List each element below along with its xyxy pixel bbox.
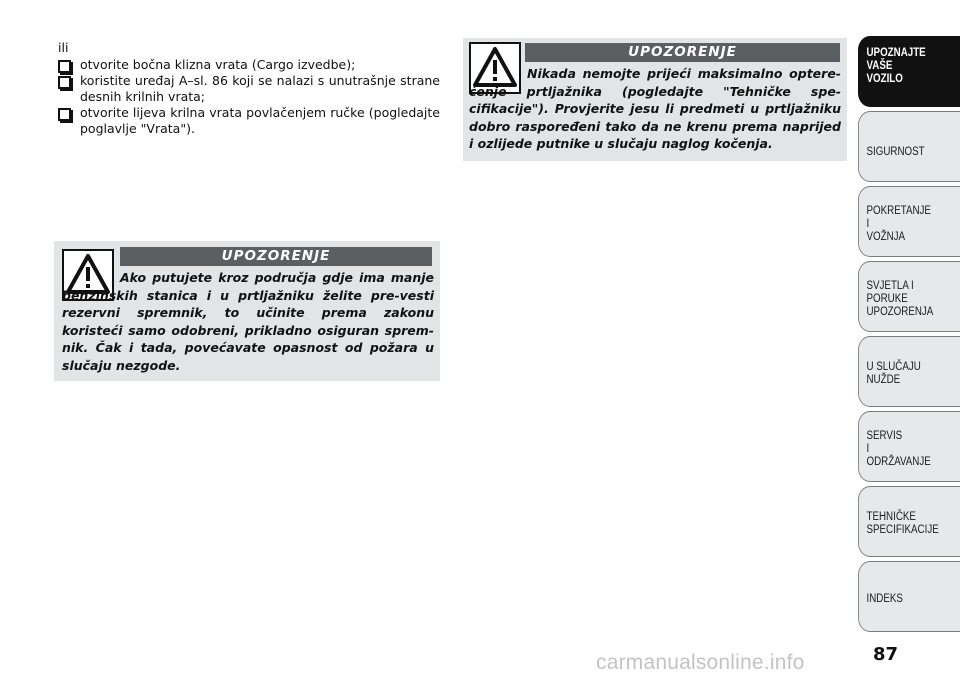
intro-lead: ili bbox=[58, 40, 69, 55]
chapter-tabs bbox=[858, 36, 960, 638]
tab-tehnicke-specifikacije[interactable]: TEHNIČKE SPECIFIKACIJE bbox=[858, 486, 960, 557]
tab-svjetla-i-poruke[interactable]: SVJETLA I PORUKE UPOZORENJA bbox=[858, 261, 960, 332]
warning-box-max-load bbox=[463, 38, 847, 161]
bullet-list bbox=[58, 57, 440, 137]
tab-servis-i-odrzavanje[interactable]: SERVIS I ODRŽAVANJE bbox=[858, 411, 960, 482]
tab-pokretanje-i-voznja[interactable]: POKRETANJE I VOŽNJA bbox=[858, 186, 960, 257]
list-item: otvorite lijeva krilna vrata povlačenjem ručke (pogledajte poglavlje "Vrata"). bbox=[58, 105, 440, 137]
warning-title: UPOZORENJE bbox=[525, 43, 840, 62]
checkbox-bullet-icon bbox=[58, 108, 71, 121]
tab-u-slucaju-nuzde[interactable]: U SLUČAJU NUŽDE bbox=[858, 336, 960, 407]
warning-box-fuel-can bbox=[54, 241, 440, 381]
warning-text: Ako putujete kroz područja gdje ima manje benzinskih stanica i u prtljažniku želite pre-vesti rezervni spremnik, to učinite prema zakonu koristeći samo odobreni, prikladno osiguran sprem-nik. Čak i tada, povećavate opasnost od požara u slučaju nezgode. bbox=[62, 270, 434, 373]
intro-section bbox=[58, 40, 440, 137]
warning-text: Nikada nemojte prijeći maksimalno optere-ćenje prtljažnika (pogledajte "Tehničke spe-cifikacije"). Provjerite jesu li predmeti u prtljažniku dobro raspoređeni tako da ne krenu prema naprijed i ozlijede putnike u slučaju naglog kočenja. bbox=[469, 66, 841, 151]
warning-title: UPOZORENJE bbox=[120, 247, 432, 266]
tab-upoznajte-vase-vozilo[interactable]: UPOZNAJTE VAŠE VOZILO bbox=[858, 36, 960, 107]
tab-indeks[interactable]: INDEKS bbox=[858, 561, 960, 632]
checkbox-bullet-icon bbox=[58, 60, 71, 73]
page-number: 87 bbox=[873, 644, 899, 665]
list-item: otvorite bočna klizna vrata (Cargo izvedbe); bbox=[58, 57, 440, 73]
list-item: koristite uređaj A–sl. 86 koji se nalazi s unutrašnje strane desnih krilnih vrata; bbox=[58, 73, 440, 105]
watermark: carmanualsonline.info bbox=[596, 651, 805, 674]
checkbox-bullet-icon bbox=[58, 76, 71, 89]
tab-sigurnost[interactable]: SIGURNOST bbox=[858, 111, 960, 182]
